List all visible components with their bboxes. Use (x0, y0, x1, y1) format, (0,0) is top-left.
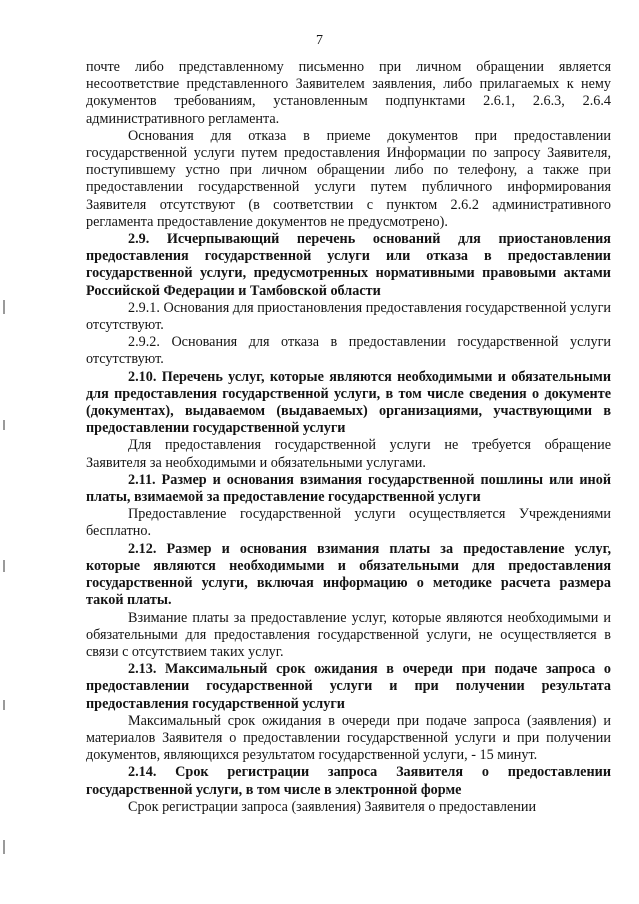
paragraph-2-9-1: 2.9.1. Основания для приостановления предоставления государственной услуги отсутствуют. (86, 299, 611, 334)
section-heading-2-9: 2.9. Исчерпывающий перечень оснований для приостановления предоставления государственной услуги или отказа в предоставлении государственной услуги, предусмотренных нормативными правовыми актами Российской Федерации и Тамбовской области (86, 231, 611, 299)
document-body (86, 59, 611, 816)
scan-mark (3, 300, 5, 314)
section-heading-2-10: 2.10. Перечень услуг, которые являются необходимыми и обязательными для предоставления государственной услуги, в том числе сведения о документе (документах), выдаваемом (выдаваемых) организациями, участвующими в предоставлении государственной услуги (86, 368, 611, 437)
section-heading-2-13: 2.13. Максимальный срок ожидания в очереди при подаче запроса о предоставлении государственной услуги и при получении результата предоставления государственной услуги (86, 661, 611, 712)
paragraph-continuation: почте либо представленному письменно при личном обращении является несоответствие представленного Заявителем заявления, либо прилагаемых к нему документов требованиям, установленным подпунктами 2.6.1, 2.6.3, 2.6.4 административного регламента. (86, 59, 611, 127)
page-number: 7 (316, 33, 323, 48)
paragraph-2-14-body: Срок регистрации запроса (заявления) Заявителя о предоставлении (128, 798, 537, 815)
paragraph-2-11-body: Предоставление государственной услуги осуществляется Учреждениями бесплатно. (86, 506, 611, 540)
scan-mark (3, 420, 5, 430)
paragraph-2-10-body: Для предоставления государственной услуги не требуется обращение Заявителя за необходимыми и обязательными услугами. (86, 437, 611, 471)
section-heading-2-14: 2.14. Срок регистрации запроса Заявителя о предоставлении государственной услуги, в том числе в электронной форме (86, 764, 611, 798)
scan-mark (3, 560, 5, 572)
section-heading-2-12: 2.12. Размер и основания взимания платы за предоставление услуг, которые являются необходимыми и обязательными для предоставления государственной услуги, включая информацию о методике расчета размера такой платы. (86, 540, 611, 609)
paragraph-2-9-2: 2.9.2. Основания для отказа в предоставлении государственной услуги отсутствуют. (86, 334, 611, 368)
scan-mark (3, 700, 5, 710)
paragraph-2-13-body: Максимальный срок ожидания в очереди при подаче запроса (заявления) и материалов Заявителя о предоставлении государственной услуги и при получении документов, являющихся результатом государственной услуги, - 15 минут. (86, 712, 611, 764)
section-heading-2-11: 2.11. Размер и основания взимания государственной пошлины или иной платы, взимаемой за предоставление государственной услуги (86, 471, 611, 506)
scan-mark (3, 840, 5, 854)
paragraph-2-12-body: Взимание платы за предоставление услуг, которые являются необходимыми и обязательными для предоставления государственной услуги, не осуществляется в связи с отсутствием таких услуг. (86, 609, 611, 660)
paragraph-refusal-grounds: Основания для отказа в приеме документов при предоставлении государственной услуги путем предоставления Информации по запросу Заявителя, поступившему устно при личном обращении либо по телефону, а также при предоставлении государственной услуги путем публичного информирования Заявителя отсутствуют (в соответствии с пунктом 2.6.2 административного регламента предоставление документов не предусмотрено). (86, 127, 611, 230)
